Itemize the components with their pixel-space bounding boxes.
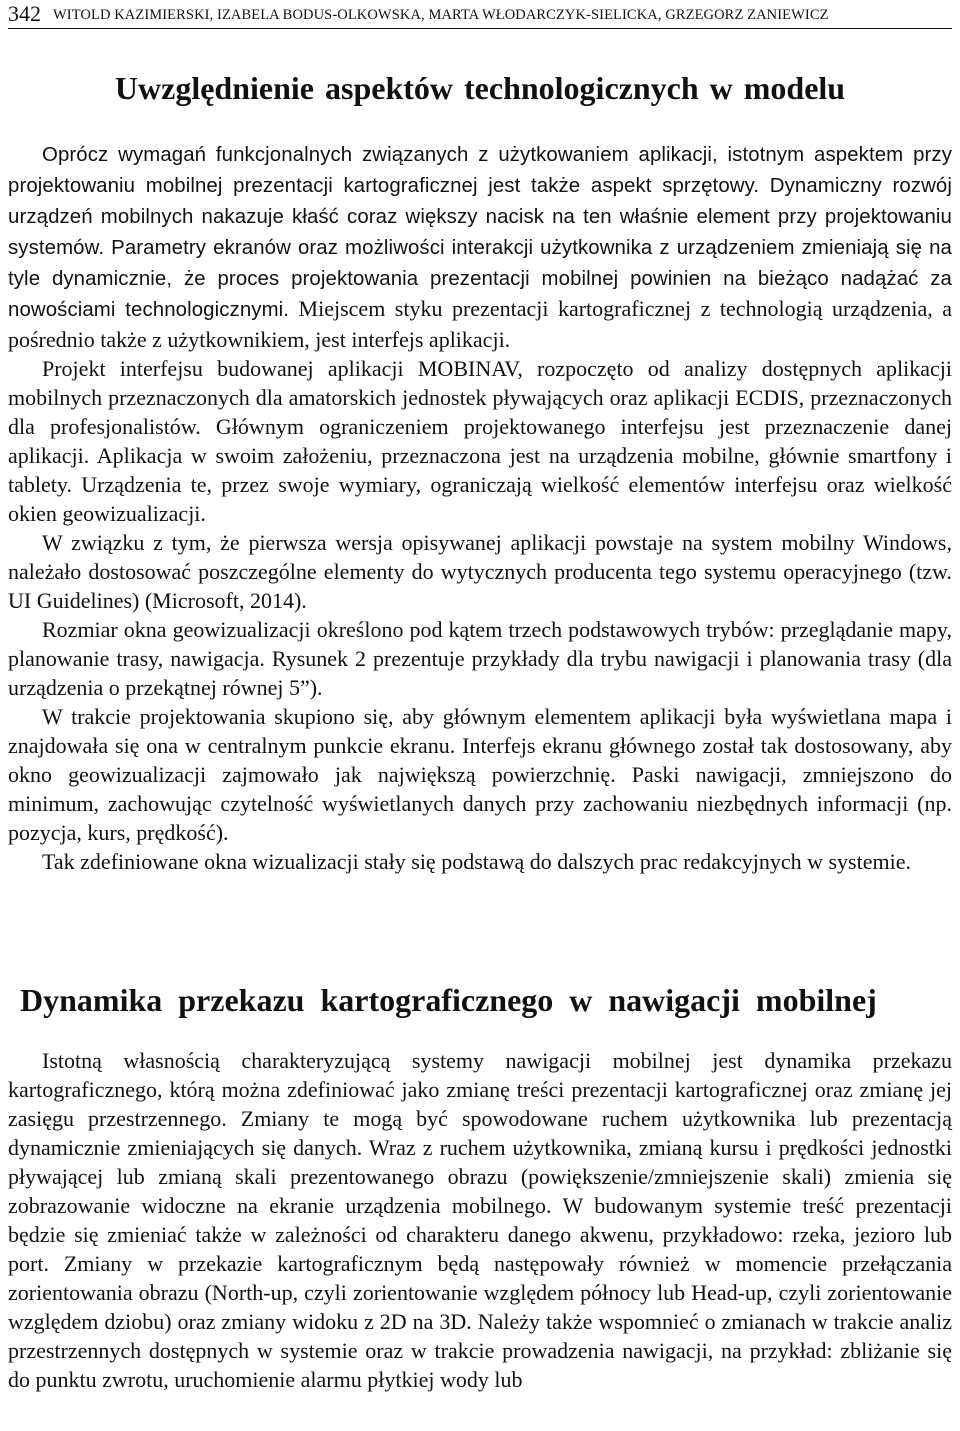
document-page bbox=[8, 0, 952, 1431]
paragraph: W związku z tym, że pierwsza wersja opisywanej aplikacji powstaje na system mobilny Windows, należało dostosować poszczególne elementy do wytycznych producenta tego systemu operacyjnego (tzw. UI Guidelines) (Microsoft, 2014). bbox=[8, 530, 952, 613]
paragraph-text: Miejscem styku prezentacji kartograficznej z technologią urządzenia, a pośrednio także z użytkownikiem, jest interfejs aplikacji. bbox=[8, 296, 952, 352]
paragraph: W trakcie projektowania skupiono się, aby głównym elementem aplikacji była wyświetlana mapa i znajdowała się ona w centralnym punkcie ekranu. Interfejs ekranu głównego został tak dostosowany, aby okno geowizualizacji zajmowało jak największą powierzchnię. Paski nawigacji, zmniejszono do minimum, zachowując czytelność wyświetlanych danych przy zachowaniu niezbędnych informacji (np. pozycja, kurs, prędkość). bbox=[8, 704, 952, 845]
running-header-authors: WITOLD KAZIMIERSKI, IZABELA BODUS-OLKOWSKA, MARTA WŁODARCZYK-SIELICKA, GRZEGORZ ZANIEWICZ bbox=[53, 7, 829, 23]
paragraph: Tak zdefiniowane okna wizualizacji stały się podstawą do dalszych prac redakcyjnych w systemie. bbox=[42, 849, 911, 874]
paragraph: Rozmiar okna geowizualizacji określono pod kątem trzech podstawowych trybów: przeglądanie mapy, planowanie trasy, nawigacja. Rysunek 2 prezentuje przykłady dla trybu nawigacji i planowania trasy (dla urządzenia o przekątnej równej 5”). bbox=[8, 617, 952, 700]
paragraph: Istotną własnością charakteryzującą systemy nawigacji mobilnej jest dynamika przekazu kartograficznego, którą można zdefiniować jako zmianę treści prezentacji kartograficznej oraz zmianę jej zasięgu przestrzennego. Zmiany te mogą być spowodowane ruchem użytkownika lub prezentacją dynamicznie zmieniających się danych. Wraz z ruchem użytkownika, zmianą kursu i prędkości jednostki pływającej lub zmianą skali prezentowanego obrazu (powiększenie/zmniejszenie skali) zmienia się zobrazowanie widoczne na ekranie urządzenia mobilnego. W budowanym systemie treść prezentacji będzie się zmieniać także w zależności od charakteru danego akwenu, przykładowo: rzeka, jezioro lub port. Zmiany w przekazie kartograficznym będą następowały również w momencie przełączania zorientowania obrazu (North-up, czyli zorientowanie względem północy lub Head-up, czyli zorientowanie względem dziobu) oraz zmiany widoku z 2D na 3D. Należy także wspomnieć o zmianach w trakcie analiz przestrzennych dostępnych w systemie oraz w trakcie prowadzenia nawigacji, na przykład: zbliżanie się do punktu zwrotu, uruchomienie alarmu płytkiej wody lub bbox=[8, 1048, 952, 1392]
running-header bbox=[8, 0, 952, 29]
page-number: 342 bbox=[8, 1, 41, 26]
section-body bbox=[8, 1046, 952, 1394]
paragraph bbox=[8, 139, 952, 354]
paragraph: Projekt interfejsu budowanej aplikacji MOBINAV, rozpoczęto od analizy dostępnych aplikacji mobilnych przeznaczonych dla amatorskich jednostek pływających oraz aplikacji ECDIS, przeznaczonych dla profesjonalistów. Głównym ograniczeniem projektowanego interfejsu jest przeznaczenie danej aplikacji. Aplikacja w swoim założeniu, przeznaczona jest na urządzenia mobilne, głównie smartfony i tablety. Urządzenia te, przez swoje wymiary, ograniczają wielkość elementów interfejsu oraz wielkość okien geowizualizacji. bbox=[8, 356, 952, 526]
section-body bbox=[8, 139, 952, 876]
section-heading: Dynamika przekazu kartograficznego w nawigacji mobilnej bbox=[20, 982, 877, 1018]
section-heading: Uwzględnienie aspektów technologicznych w modelu bbox=[114, 70, 846, 106]
paragraph-text-sans: Oprócz wymagań funkcjonalnych związanych z użytkowaniem aplikacji, istotnym aspektem przy projektowaniu mobilnej prezentacji kartograficznej jest także aspekt sprzętowy. Dynamiczny rozwój urządzeń mobilnych nakazuje kłaść coraz większy nacisk na ten właśnie element przy projektowaniu systemów. Parametry ekranów oraz możliwości interakcji użytkownika z urządzeniem zmieniają się na tyle dynamicznie, że proces projektowania prezentacji mobilnej powinien na bieżąco nadążać za nowościami technologicznymi. bbox=[8, 144, 952, 321]
